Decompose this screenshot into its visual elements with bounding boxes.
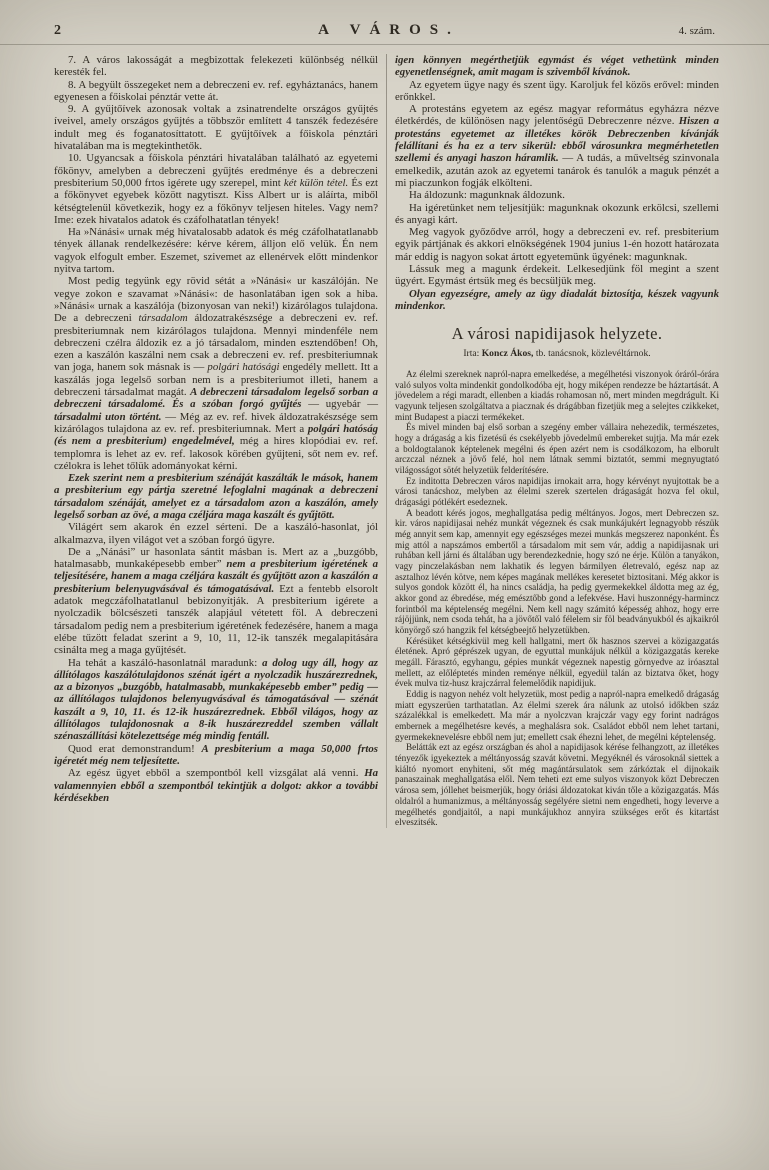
- text-segment: a dolog ugy áll, hogy az állítólagos kaszálótulajdonos szénát igért a nyolczadik huszárezrednek, az a bizonyos „buzgóbb, hatalmasabb, munkaképesebb ember” pedig — az állítólagos tulajdonos belenyugvásával és támogatásával — szénát kaszált a 9, 10, 11. és 12-ik huszárezrednek. Ebből világos, hogy az állítólagos tulajdonosnak a 8-ik huszárezreddel szemben vállalt szénaszállítási kötelezettsége még mindig fentáll.: [54, 656, 378, 743]
- text-segment: Hiszen a protestáns egyetemet az illetékes körök Debreczenben kívánják felállítani és ha ez a terv sikerül: ebből városunkra megmérhetetlen szellemi és anyagi haszon háramlik.: [395, 115, 719, 165]
- text-segment: Olyan egyezségre, amely az ügy diadalát biztosítja, készek vagyunk mindenkor.: [395, 287, 719, 312]
- text-segment: Ez inditotta Debreczen város napidijas irnokait arra, hogy kérvényt nyujtottak be a városi tanácshoz, melyben az élelmi szerek szertelen drágaságát hozva fel okul, drágasági pótlékért esedeznek.: [395, 475, 719, 508]
- paragraph: [54, 521, 378, 546]
- paragraph: [54, 767, 378, 804]
- text-segment: Világért sem akarok én ezzel sérteni. De a kaszáló-hasonlat, jól alkalmazva, ilyen világot vet a szóban forgó ügyre.: [54, 521, 378, 546]
- text-segment: Quod erat demonstrandum!: [68, 742, 202, 755]
- column-divider: [386, 54, 387, 828]
- article-paragraph: [395, 476, 719, 508]
- paragraph: [54, 226, 378, 275]
- text-segment: Eddig is nagyon nehéz volt helyzetük, most pedig a napról-napra emelkedő drágaság miatt egyszerüen tarthatatlan. Az élelmi szerek ára nálunk az utolsó időkben száz százalékkal is emelkedett. Ma már a nyolczvan krajczár vagy egy forint nadrágos embernek a megélhetésre kevés, a meghalásra sok. Családot ebből nem lehet tartani, gyermekeknevelésre ebből nem jut; emellett csak éhezni lehet, de megélni képtelenség.: [395, 689, 719, 742]
- text-segment: társadalom: [138, 312, 188, 325]
- text-segment: — Még az ev. ref. hivek áldozatrakészsége sem kizárólagos tulajdona az ev. ref. presbiteriumnak. Mert a: [54, 410, 378, 435]
- paragraph: [395, 226, 719, 263]
- text-segment: És mivel minden baj első sorban a szegény ember vállaira nehezedik, természetes, hogy a drágaság a kis fizetésű és csekélyebb jövedelmű embereket sujtja. Ma már ezek a boldogtalanok képtelenek megélni és épen azért nem is csodálkozom, ha elborult arczczal néznek a jövő felé, hol nem látnak semmi biztatót, semmi megnyugtató világosságot sötét helyzetük felderítésére.: [395, 422, 719, 475]
- text-segment: Ha igéretünket nem teljesítjük: magunknak okozunk erkölcsi, szellemi és anyagi kárt.: [395, 201, 719, 226]
- issue-number: 4. szám.: [678, 25, 715, 37]
- text-segment: Most pedig tegyünk egy rövid sétát a »Nánási« ur kaszálóján. Ne vegye zokon e szavamat »Nánási«: de hasonlatában igen sok a hiba. »Nánási« urnak a kaszálója (bizonyosan van neki!) kizárólagos tulajdona. De a debreczeni: [54, 275, 378, 325]
- page-header: [0, 0, 769, 45]
- article-paragraph: [395, 689, 719, 742]
- paragraph: [395, 288, 719, 313]
- text-segment: Meg vagyok győződve arról, hogy a debreczeni ev. ref. presbiterium egyik pártjának és akkori elnökségének 1904 junius 1-én hozott határozata már eddig is nagyon sokat ártott egyetemünk ügyének: magunknak.: [395, 226, 719, 263]
- text-segment: két külön tétel.: [283, 176, 349, 189]
- paragraph: [54, 546, 378, 657]
- text-segment: tb. tanácsnok, közlevéltárnok.: [533, 348, 651, 360]
- text-segment: Irta:: [463, 348, 482, 360]
- article-byline: [395, 349, 719, 360]
- paragraph: [395, 54, 719, 79]
- text-segment: áldozatrakészsége a debreczeni ev. ref. presbiteriumnak nem kizárólagos tulajdona. Mennyi mindenféle nem debreczeni czélra áldozik ez a jó társadalom, minden esztendőben! Oh, ezen a kaszálón kaszálni nem csak a debreczeni ev. ref. presbiteriumnak van joga, hanem sok másnak is —: [54, 312, 379, 374]
- text-segment: A beadott kérés jogos, meghallgatása pedig méltányos. Jogos, mert Debreczen sz. kir. város napidijasai nehéz munkát végeznek és csak munkájukért legnagyobb részük még annyit sem kap, amennyit egy egészséges mezei munkás megszerez naponként. És mig attól a napszámos embertől a társadalom mit sem vár, addig a napidijasnak uri ruhában kell járni és általában ugy berendezkednie, hogy szó ne érje. Külön a tanyákon, vagy pinczelakásban nem lakhatik és legyen bármilyen életrevaló, egész nap az asztalhoz lévén kötve, nem képes magának mellékes keresetet biztositani. Még akkor is sulyos gondok között él, ha nincs családja, ha pedig gyermekekkel áldotta meg az ég, akkor gond az ébredése, még emésztőbb gond a lefekvése. Havi huszonnégy-harmincz forintból ma képtelenség megélni. Nem kell nagy számitó képesség ahhoz, hogy erre rájöjjünk, nem csoda tehát, ha a jövőtől való félelem sir föl beadványukból és ajkaikról könyörgő szó hangzik fel kétségbeejtő helyzetükben.: [395, 507, 719, 636]
- text-segment: 7. A város lakosságát a megbizottak felekezeti különbség nélkül keresték fel.: [54, 54, 378, 79]
- text-segment: Ha »Nánási« urnak még hivatalosabb adatok és még czáfolhatatlanabb tények állanak rendelkezésére: kérve kérem, álljon elő velük. Én nem vagyok elfogult ember. Eszemet, szivemet az ellenérvek előtt mindenkor nyitva tartom.: [54, 226, 378, 276]
- right-column: [395, 54, 719, 828]
- text-segment: Lássuk meg a magunk érdekeit. Lelkesedjünk föl megint a szent ügyért. Egymást értsük meg és becsüljük meg.: [395, 263, 719, 288]
- text-segment: A protestáns egyetem az egész magyar református egyházra nézve életkérdés, de különösen nagy jelentőségű Debreczenre nézve.: [395, 103, 719, 128]
- paragraph: [395, 79, 719, 104]
- text-segment: Ezek szerint nem a presbiterium szénáját kaszálták le mások, hanem a presbiterium egy pártja szeretné lefoglalni magának a debreczeni társadalom szénáját, amelyet ez a társadalom azon a kaszálón, amely legelső sorban az övé, a maga czéljára maga kaszált és gyűjtött.: [54, 472, 378, 521]
- text-segment: Belátták ezt az egész országban és ahol a napidijasok kérése felhangzott, az illetékes tényezők igyekeztek a méltányosság szavát követni. Megyéknél és városoknál siettek a kiáltó nyomort enyhiteni, sőt még magántársulatok sem zárkóztak el dijnokaik panaszainak meghallgatása elől. Nem teheti ezt eme sulyos viszonyok közt Debreczen városa sem, jóllehet beismerjük, hogy óriási áldozatokat kiván tőle a közigazgatás. Más oldalról a humanizmus, a méltányosság segélyére sietni nem engedheti, hogy leverve a megélhetés gondjaitól, a napi munkájukhoz annyira szükséges erőt és kitartást elveszitsék.: [395, 742, 719, 828]
- text-segment: társadalmi uton történt.: [54, 410, 162, 423]
- article-paragraph: [395, 422, 719, 475]
- article-paragraph: [395, 369, 719, 422]
- text-segment: És ezt a főkönyvet egyebek között nagytiszt. Kiss Albert ur is aláírta, miből kétségtelenül következik, hogy ez a főkönyv teljesen hiteles. Vagy nem? Ime: ezek hivatalos adatok és czáfolhatatlan tények!: [54, 176, 378, 226]
- article-paragraph: [395, 636, 719, 689]
- paragraph: [54, 472, 378, 521]
- text-segment: 8. A begyült összegeket nem a debreczeni ev. ref. egyháztanács, hanem egyenesen a főiskolai pénztár vette át.: [54, 78, 378, 103]
- text-segment: polgári hatóság (és nem a presbiterium) engedelmével,: [54, 422, 379, 448]
- text-segment: — A tudás, a műveltség szinvonala emelkedik, azután azok az egyetemi tanárok és tanulók a maguk pénzét a mi piaczunkon fogják elkölteni.: [395, 152, 719, 189]
- paragraph: [54, 54, 378, 79]
- text-segment: De a „Nánási” ur hasonlata sántit másban is. Mert az a „buzgóbb, hatalmasabb, munkaképesebb ember”: [54, 545, 378, 571]
- paragraph: [395, 202, 719, 227]
- text-segment: A debreczeni társadalom legelső sorban a debreczeni társadalomé. És a szóban forgó gyűjtés: [54, 386, 378, 411]
- text-segment: 9. A gyűjtőívek azonosak voltak a zsinatrendelte országos gyűjtés íveivel, amely országos gyűjtés a többször említett 4 tanszék fedezésére indult meg és foganatosíttatott. E gyűjtőívek a főiskola pénztári hivatalában ma is megtekinthetők.: [54, 103, 378, 153]
- text-segment: nem a presbiterium igéretének a teljesítésére, hanem a maga czéljára kaszált és gyűjtött azon a kaszálón a presbiterium belenyugvásával és támogatásával.: [54, 558, 378, 595]
- text-segment: Ha tehát a kaszáló-hasonlatnál maradunk:: [68, 656, 263, 669]
- text-segment: Kérésüket kétségkivül meg kell hallgatni, mert ők hasznos szervei a közigazgatás életének. Apró géprészek ugyan, de egyuttal munkájuk nélkül a közigazgatás kereke megáll. Fárasztó, egyhangu, gépies munkát végeznek napestig görnyedve az iróasztal mellett, az előléptetés minden reménye nélkül, egyedül talán az biztatva őket, hogy évek mulva tiz-husz krajczárral felemelődik napidijuk.: [395, 635, 719, 689]
- text-segment: Koncz Ákos,: [481, 348, 534, 360]
- text-segment: Az egész ügyet ebből a szempontból kell vizsgálat alá venni.: [68, 767, 365, 780]
- paragraph: [54, 103, 378, 152]
- paragraph: [395, 103, 719, 189]
- text-segment: A presbiterium a maga 50,000 frtos igéretét még nem teljesítette.: [54, 742, 378, 767]
- text-segment: Az élelmi szereknek napról-napra emelkedése, a megélhetési viszonyok óráról-órára való sulyos volta mindenkit gondolkodóba ejt, hogy miképen rendezze be háztartását. A jövedelem a régi maradt, ellenben a kiadás rohamosan nő, mert minden megdrágult. Ki vagyunk teljesen szolgáltatva a piacznak és drágábban fizetjük meg a selejtes czikkeket, mint Budapest a piaczi termékeket.: [395, 368, 719, 422]
- text-segment: Ha áldozunk: magunknak áldozunk.: [409, 189, 565, 202]
- article-paragraph: [395, 742, 719, 827]
- text-segment: A városi napidijasok helyzete.: [451, 324, 663, 344]
- text-segment: Ha valamennyien ebből a szempontból tekintjük a dolgot: akkor a további kérdésekben: [54, 767, 378, 804]
- paragraph: [395, 189, 719, 201]
- text-segment: polgári hatósági: [207, 361, 280, 374]
- newspaper-title: A VÁROS.: [318, 22, 460, 38]
- text-segment: 10. Ugyancsak a főiskola pénztári hivatalában található az egyetemi főkönyv, amelyben a debreczeni gyűjtés eredménye és a debreczeni presbiterium 50,000 frtos igérete ugy szerepel, mint: [54, 152, 378, 189]
- text-segment: igen könnyen megérthetjük egymást és véget vethetünk minden egyenetlenségnek, amit magam is szivemből kívánok.: [395, 54, 719, 79]
- text-segment: Az egyetem ügye nagy és szent ügy. Karoljuk fel közös erővel: minden erőnkkel.: [395, 78, 719, 103]
- paragraph: [54, 275, 378, 472]
- article-paragraph: [395, 508, 719, 636]
- paragraph: [54, 743, 378, 768]
- text-segment: — ugyebár —: [301, 398, 378, 411]
- page-body: [0, 45, 769, 828]
- text-segment: még a hires klopódiai ev. ref. templomra is lehet az ev. ref. lakosok körében gyűjteni, sőt nem ev. ref. czélokra is lehet tőlük adományokat kérni.: [54, 435, 378, 472]
- paragraph: [54, 657, 378, 743]
- text-segment: Ezt a fentebb elsorolt adatok megczáfolhatatlanul bebizonyítják. A presbiterium igérete a nyolczadik bölcsészeti tanszék alapjául vétetett föl. A debreczeni társadalom pedig nem a presbiterium igéretének fedezésére, hanem a maga elébe tűzött feladat szerint a 9, 10, 11, 12-ik tanszék megalapitására csinálta meg a maga gyűjtését.: [54, 582, 378, 657]
- left-column: [54, 54, 378, 828]
- paragraph: [54, 152, 378, 226]
- paragraph: [395, 263, 719, 288]
- article-title: [395, 325, 719, 344]
- text-segment: engedély mellett. Itt a kaszálás joga legelső sorban nem is a presbiteriumot illeti, hanem a debreczeni társadalmat magát.: [54, 361, 379, 399]
- page-number: 2: [54, 23, 61, 38]
- paragraph: [54, 79, 378, 104]
